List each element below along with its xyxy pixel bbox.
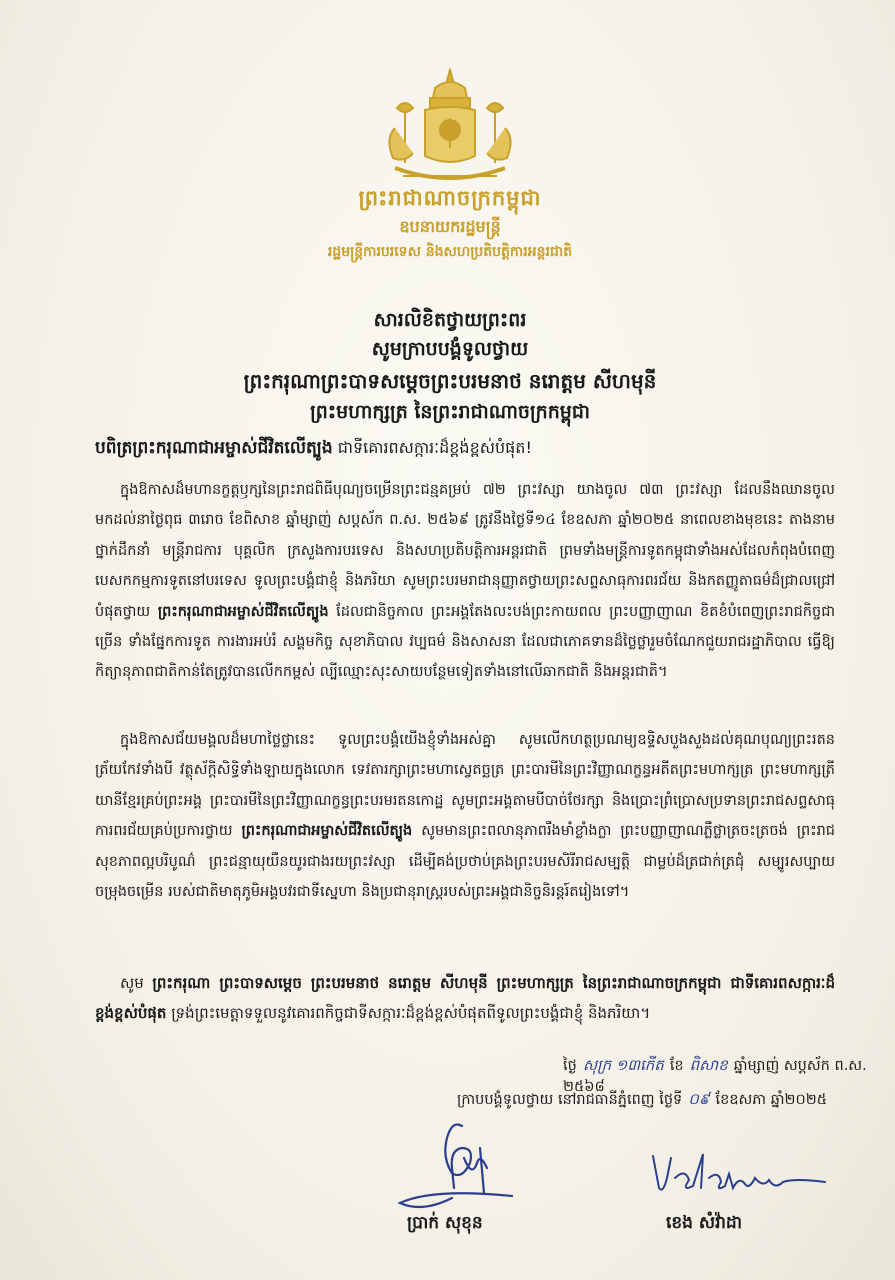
solar-date-month-year: ខែឧសភា ឆ្នាំ២០២៥ [715, 1092, 828, 1108]
paragraph-2 [95, 725, 835, 907]
signatory-1-name: ប្រាក់ សុខុន [407, 1213, 483, 1233]
paragraph-1 [95, 475, 835, 688]
heading-line-2: សូមក្រាបបង្គំទូលថ្វាយ [371, 338, 529, 360]
paragraph-2-bold: ព្រះករុណាជាអម្ចាស់ជីវិតលើត្បូង [241, 823, 413, 840]
paragraph-1-end: ដែលជានិច្ចកាល ព្រះអង្គតែងលះបង់ព្រះកាយពល ព្រះបញ្ញាញាណ ខិតខំបំពេញព្រះរាជកិច្ចជាច្រើន ទាំងផ្នែកការទូត ការងារអប់រំ សង្គមកិច្ច សុខាភិបាល វប្បធម៌ និងសាសនា ដែលជាភោគទានដ៏ថ្លៃថ្លារួមចំណែកជួយរាជរដ្ឋាភិបាល ធ្វើឱ្យកិត្យានុភាពជាតិកាន់តែត្រូវបានលើកកម្ពស់ ល្បីឈ្មោះសុះសាយបន្ថែមទៀតទាំងនៅលើឆាកជាតិ និងអន្តរជាតិ។ [95, 603, 836, 681]
paragraph-2-text: ក្នុងឱកាសជ័យមង្គលដ៏មហាថ្លៃថ្លានេះ ទូលព្រះបង្គំយើងខ្ញុំទាំងអស់គ្នា សូមលើកហត្ថប្រណម្យឧទ្ទិសបួងសួងដល់គុណបុណ្យព្រះរតនត្រ័យកែវទាំងបី វត្ថុស័ក្តិសិទ្ធិទាំងឡាយក្នុងលោក ទេវតារក្សាព្រះមហាស្វេតច្ឆត្រ ព្រះបារមីនៃព្រះវិញ្ញាណក្ខន្ធអតីតព្រះមហាក្សត្រ ព្រះមហាក្សត្រីយានីខ្មែរគ្រប់ព្រះអង្គ ព្រះបារមីនៃព្រះវិញ្ញាណក្ខន្ធព្រះបរមរតនកោដ្ឋ សូមព្រះអង្គតាមបីបាច់ថែរក្សា និងប្រោះព្រំប្រោសប្រទានព្រះរាជសព្ទសាធុការពរជ័យគ្រប់ប្រការថ្វាយ [95, 732, 835, 840]
solar-date-line [457, 1090, 827, 1112]
solar-date-handwritten-day: ០៩ [688, 1090, 710, 1108]
salutation-rest: ជាទីគោរពសក្ការៈដ៏ខ្ពង់ខ្ពស់បំផុត! [332, 438, 532, 457]
paragraph-3-bold: ព្រះករុណា ព្រះបាទសម្តេច ព្រះបរមនាថ នរោត្តម សីហមុនី ព្រះមហាក្សត្រ នៃព្រះរាជាណាចក្រកម្ពុជា ជាទីគោរពសក្ការៈដ៏ខ្ពង់ខ្ពស់បំផុត [95, 974, 836, 1023]
salutation [95, 437, 835, 462]
signature-1-handwritten [392, 1118, 532, 1218]
signature-2-handwritten [645, 1148, 835, 1203]
paragraph-3-start: សូម [120, 974, 153, 992]
letterhead-ministry: រដ្ឋមន្ត្រីការបរទេស និងសហប្រតិបត្តិការអន្តរជាតិ [327, 244, 573, 260]
lunar-date-handwritten-month: ពិសាខ [689, 1056, 728, 1074]
letterhead-kingdom: ព្រះរាជាណាចក្រកម្ពុជា [358, 186, 542, 210]
letterhead-deputy-pm: ឧបនាយករដ្ឋមន្ត្រី [399, 217, 501, 236]
paragraph-2-end: សូមមានព្រះពលានុភាពរឹងមាំខ្លាំងក្លា ព្រះបញ្ញាញាណភ្លឺថ្លាត្រចះត្រចង់ ព្រះរាជសុខភាពល្អបរិបូណ៌ ព្រះជន្មាយុយឺនយូរជាងរយព្រះវស្សា ដើម្បីគង់ប្រថាប់គ្រងព្រះបរមសិរីរាជសម្បត្តិ ជាម្លប់ដ៏ត្រជាក់ត្រជុំ សម្បូរសប្បាយ ចម្រុងចម្រើន របស់ជាតិមាតុភូមិអង្គបវរជាទីស្នេហា និងប្រជានុរាស្ត្ររបស់ព្រះអង្គជានិច្ចនិរន្តរ៍តរៀងទៅ។ [95, 823, 835, 901]
heading-line-1: សារលិខិតថ្វាយព្រះពរ [373, 309, 527, 331]
royal-coat-of-arms-logo [375, 68, 525, 186]
lunar-date-handwritten-day: សុក្រ ១៣កើត [582, 1056, 664, 1074]
lunar-date-prefix: ថ្ងៃ [563, 1058, 577, 1074]
paragraph-3 [95, 968, 835, 1029]
paragraph-1-text: ក្នុងឱកាសដ៏មហានក្ខត្តឫក្សនៃព្រះរាជពិធីបុណ្យចម្រើនព្រះជន្មគម្រប់ ៧២ ព្រះវស្សា យាងចូល ៧៣ ព្រះវស្សា ដែលនឹងឈានចូលមកដល់នាថ្ងៃពុធ ៣រោច ខែពិសាខ ឆ្នាំម្សាញ់ សប្តស័ក ព.ស. ២៥៦៩ ត្រូវនឹងថ្ងៃទី១៤ ខែឧសភា ឆ្នាំ២០២៥ នាពេលខាងមុខនេះ តាងនាមថ្នាក់ដឹកនាំ មន្ត្រីរាជការ បុគ្គលិក ក្រសួងការបរទេស និងសហប្រតិបត្តិការអន្តរជាតិ ព្រមទាំងមន្ត្រីការទូតកម្ពុជាទាំងអស់ដែលកំពុងបំពេញបេសកកម្មការទូតនៅបរទេស ទូលព្រះបង្គំជាខ្ញុំ និងភរិយា សូមព្រះបរមរាជានុញ្ញាតថ្វាយព្រះសព្ទសាធុការពរជ័យ និងកតញ្ញូតាធម៌ដ៏ជ្រាលជ្រៅបំផុតថ្វាយ [95, 482, 835, 620]
lunar-date-month-label: ខែ [669, 1058, 684, 1074]
heading-line-3: ព្រះករុណាព្រះបាទសម្តេចព្រះបរមនាថ នរោត្តម សីហមុនី [243, 369, 657, 393]
heading-line-4: ព្រះមហាក្សត្រ នៃព្រះរាជាណាចក្រកម្ពុជា [310, 401, 590, 423]
salutation-bold: បពិត្រព្រះករុណាជាអម្ចាស់ជីវិតលើត្បូង [95, 438, 333, 458]
solar-date-prefix: ក្រាបបង្គំទូលថ្វាយ នៅរាជធានីភ្នំពេញ ថ្ងៃទី [457, 1092, 683, 1108]
signatory-2-name: ខេង សំវ៉ាដា [666, 1213, 743, 1233]
paragraph-3-end: ទ្រង់ព្រះមេត្តាទទួលនូវគោរពកិច្ចជាទីសក្ការៈដ៏ខ្ពង់ខ្ពស់បំផុតពីទូលព្រះបង្គំជាខ្ញុំ និងភរិយា។ [166, 1004, 651, 1023]
lunar-date-year: ឆ្នាំម្សាញ់ សប្តស័ក ព.ស. ២៥៦៨ [563, 1058, 867, 1095]
paragraph-1-bold: ព្រះករុណាជាអម្ចាស់ជីវិតលើត្បូង [157, 603, 329, 620]
